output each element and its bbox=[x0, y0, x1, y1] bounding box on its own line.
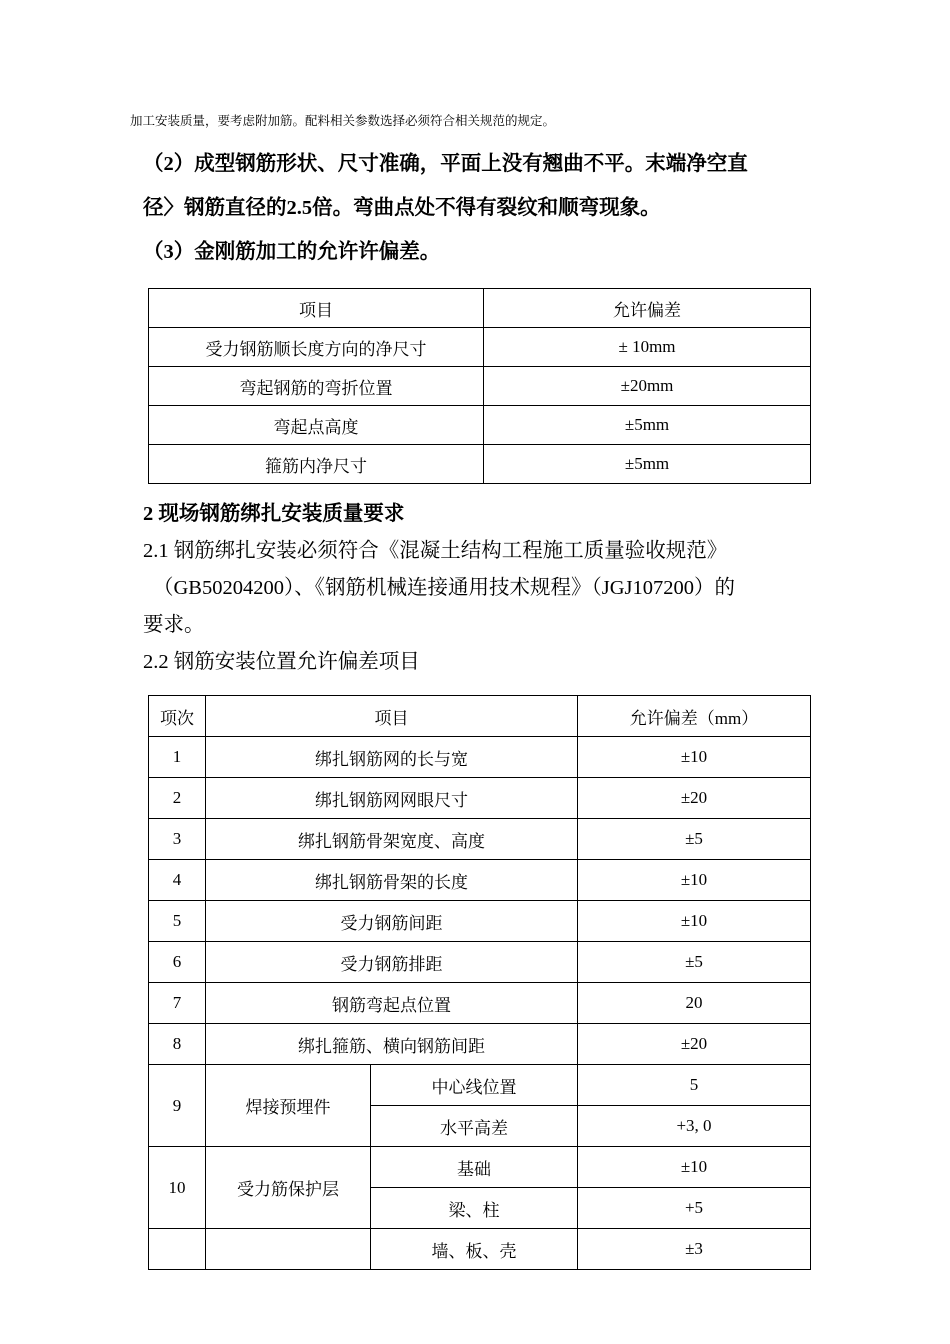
cell-deviation: ±10 bbox=[578, 860, 811, 901]
t2-header-deviation: 允许偏差（mm） bbox=[578, 696, 811, 737]
table-row-group-10 bbox=[149, 1147, 811, 1188]
table-row-group-9 bbox=[149, 1065, 811, 1106]
cell-item: 钢筋弯起点位置 bbox=[206, 983, 578, 1024]
table-row bbox=[149, 819, 811, 860]
paragraph-2-line-1: （2）成型钢筋形状、尺寸准确，平面上没有翘曲不平。末端净空直 bbox=[143, 153, 748, 175]
cell-deviation: +5 bbox=[578, 1188, 811, 1229]
cell-sub-item: 梁、柱 bbox=[371, 1188, 578, 1229]
t2-header-item: 项目 bbox=[206, 696, 578, 737]
cell-sub-item: 基础 bbox=[371, 1147, 578, 1188]
intro-note: 加工安装质量，要考虑附加筋。配料相关参数选择必须符合相关规范的规定。 bbox=[130, 114, 556, 128]
cell-deviation: +3, 0 bbox=[578, 1106, 811, 1147]
table-row-last bbox=[149, 1229, 811, 1270]
cell-no: 5 bbox=[149, 901, 206, 942]
cell-item: 绑扎钢筋骨架宽度、高度 bbox=[206, 819, 578, 860]
cell-no: 6 bbox=[149, 942, 206, 983]
cell-group-item: 受力筋保护层 bbox=[206, 1147, 371, 1229]
table-row bbox=[149, 860, 811, 901]
table-row bbox=[149, 406, 811, 445]
cell-item: 弯起点高度 bbox=[149, 406, 484, 445]
table-row bbox=[149, 901, 811, 942]
paragraph-2-1-line-3: 要求。 bbox=[143, 614, 205, 636]
cell-deviation: ±5 bbox=[578, 819, 811, 860]
cell-item: 绑扎钢筋骨架的长度 bbox=[206, 860, 578, 901]
cell-deviation: ±3 bbox=[578, 1229, 811, 1270]
table-header-row bbox=[149, 696, 811, 737]
table-row bbox=[149, 942, 811, 983]
cell-sub-item: 中心线位置 bbox=[371, 1065, 578, 1106]
cell-no: 10 bbox=[149, 1147, 206, 1229]
cell-item: 受力钢筋间距 bbox=[206, 901, 578, 942]
cell-no: 9 bbox=[149, 1065, 206, 1147]
section-2-heading: 2 现场钢筋绑扎安装质量要求 bbox=[143, 503, 405, 525]
cell-deviation: 20 bbox=[578, 983, 811, 1024]
section-2-2-heading: 2.2 钢筋安装位置允许偏差项目 bbox=[143, 651, 420, 673]
table-row bbox=[149, 983, 811, 1024]
cell-item: 绑扎钢筋网的长与宽 bbox=[206, 737, 578, 778]
cell-sub-item: 墙、板、壳 bbox=[371, 1229, 578, 1270]
table-row bbox=[149, 445, 811, 484]
cell-sub-item: 水平高差 bbox=[371, 1106, 578, 1147]
cell-deviation: 5 bbox=[578, 1065, 811, 1106]
table-header-row bbox=[149, 289, 811, 328]
processing-tolerance-table bbox=[148, 288, 811, 484]
paragraph-2-1-line-1: 2.1 钢筋绑扎安装必须符合《混凝土结构工程施工质量验收规范》 bbox=[143, 540, 728, 562]
table-row bbox=[149, 737, 811, 778]
cell-deviation: ±10 bbox=[578, 737, 811, 778]
cell-item: 弯起钢筋的弯折位置 bbox=[149, 367, 484, 406]
paragraph-2-1-line-2: （GB50204200）、《钢筋机械连接通用技术规程》（JGJ107200）的 bbox=[153, 577, 735, 599]
t2-header-no: 项次 bbox=[149, 696, 206, 737]
cell-deviation: ±5mm bbox=[484, 445, 811, 484]
cell-no: 1 bbox=[149, 737, 206, 778]
cell-deviation: ±5mm bbox=[484, 406, 811, 445]
cell-item: 受力钢筋排距 bbox=[206, 942, 578, 983]
table-row bbox=[149, 778, 811, 819]
paragraph-3: （3）金刚筋加工的允许许偏差。 bbox=[143, 241, 441, 263]
cell-item: 绑扎钢筋网网眼尺寸 bbox=[206, 778, 578, 819]
t1-header-item: 项目 bbox=[149, 289, 484, 328]
table-row bbox=[149, 367, 811, 406]
cell-deviation: ±10 bbox=[578, 901, 811, 942]
cell-no: 8 bbox=[149, 1024, 206, 1065]
table-row bbox=[149, 1024, 811, 1065]
cell-no: 2 bbox=[149, 778, 206, 819]
cell-no: 7 bbox=[149, 983, 206, 1024]
cell-group-item: 焊接预埋件 bbox=[206, 1065, 371, 1147]
cell-deviation: ±5 bbox=[578, 942, 811, 983]
paragraph-2-line-2: 径〉钢筋直径的2.5倍。弯曲点处不得有裂纹和顺弯现象。 bbox=[143, 197, 661, 219]
cell-deviation: ±20 bbox=[578, 1024, 811, 1065]
installation-tolerance-table bbox=[148, 695, 811, 1270]
cell-deviation: ±20mm bbox=[484, 367, 811, 406]
table-row bbox=[149, 328, 811, 367]
cell-no: 3 bbox=[149, 819, 206, 860]
t1-header-deviation: 允许偏差 bbox=[484, 289, 811, 328]
cell-no bbox=[149, 1229, 206, 1270]
cell-no: 4 bbox=[149, 860, 206, 901]
cell-item: 箍筋内净尺寸 bbox=[149, 445, 484, 484]
paragraph-2 bbox=[143, 142, 832, 230]
cell-deviation: ±20 bbox=[578, 778, 811, 819]
cell-deviation: ±10 bbox=[578, 1147, 811, 1188]
cell-group-item bbox=[206, 1229, 371, 1270]
cell-deviation: ± 10mm bbox=[484, 328, 811, 367]
cell-item: 绑扎箍筋、横向钢筋间距 bbox=[206, 1024, 578, 1065]
cell-item: 受力钢筋顺长度方向的净尺寸 bbox=[149, 328, 484, 367]
